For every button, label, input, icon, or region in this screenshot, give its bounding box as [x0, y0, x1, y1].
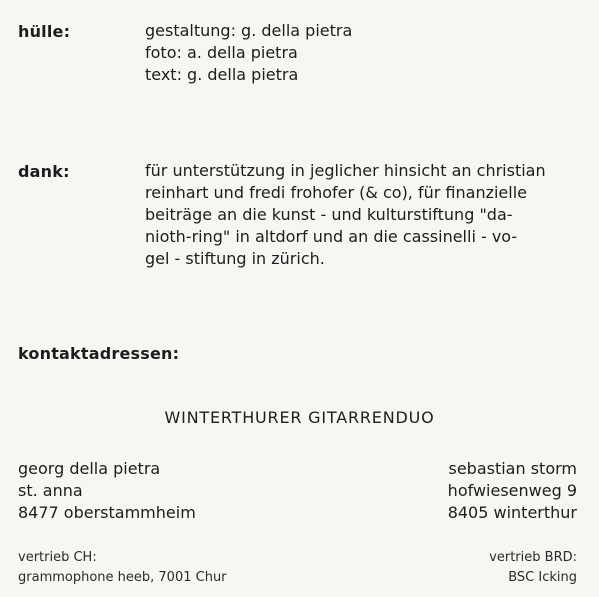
credit-design: gestaltung: g. della pietra [145, 21, 353, 40]
address-street: hofwiesenweg 9 [447, 481, 577, 500]
vertrieb-brd [489, 548, 577, 588]
dank-paragraph [145, 160, 585, 270]
address-left [18, 458, 196, 524]
dank-line: reinhart und fredi frohofer (& co), für finanzielle [145, 183, 527, 202]
vertrieb-ch [18, 548, 227, 588]
kontakt-label: kontaktadressen: [18, 344, 180, 363]
address-name: georg della pietra [18, 459, 161, 478]
vertrieb-label: vertrieb CH: [18, 550, 97, 565]
dank-line: beiträge an die kunst - und kulturstiftung "da- [145, 205, 513, 224]
huelle-credits [145, 20, 585, 86]
address-name: sebastian storm [448, 459, 577, 478]
huelle-label: hülle: [18, 22, 71, 41]
dank-line: gel - stiftung in zürich. [145, 249, 325, 268]
credit-photo: foto: a. della pietra [145, 43, 298, 62]
dank-label: dank: [18, 162, 70, 181]
address-city: 8405 winterthur [447, 503, 577, 522]
dank-line: für unterstützung in jeglicher hinsicht an christian [145, 161, 546, 180]
address-street: st. anna [18, 481, 83, 500]
address-city: 8477 oberstammheim [18, 503, 196, 522]
dank-line: nioth-ring" in altdorf und an die cassinelli - vo- [145, 227, 518, 246]
ensemble-name: WINTERTHURER GITARRENDUO [164, 408, 435, 427]
credit-text: text: g. della pietra [145, 65, 299, 84]
vertrieb-address: grammophone heeb, 7001 Chur [18, 570, 227, 585]
vertrieb-address: BSC Icking [508, 570, 577, 585]
address-right [448, 458, 577, 524]
vertrieb-label: vertrieb BRD: [489, 550, 577, 565]
